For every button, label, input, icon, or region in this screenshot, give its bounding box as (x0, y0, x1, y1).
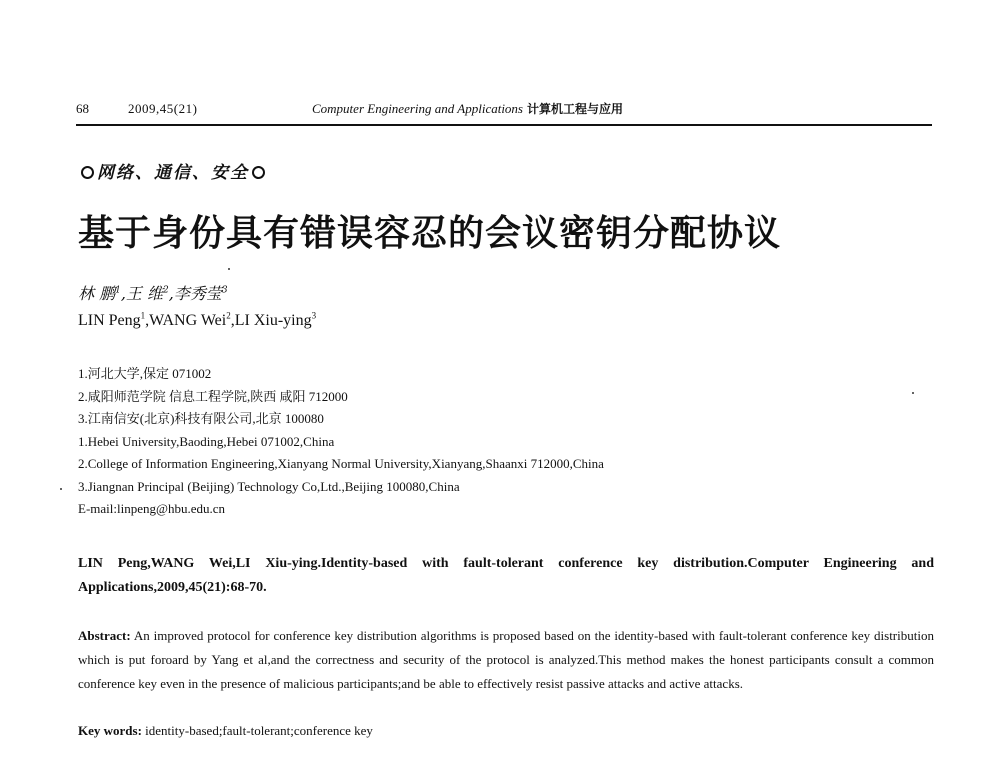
volume-issue: 2009,45(21) (128, 101, 198, 116)
affiliations (78, 363, 938, 521)
scan-speck (60, 488, 62, 490)
author-en-name: LIN Peng (78, 312, 141, 329)
citation: LIN Peng,WANG Wei,LI Xiu-ying.Identity-based with fault-tolerant conference key distribution.Computer Engineering and Applications,2009,45(21):68-70. (78, 556, 934, 595)
email-line: E-mail:linpeng@hbu.edu.cn (78, 501, 225, 516)
journal-name (312, 100, 623, 118)
author-cn-name: 林 鹏 (78, 284, 116, 303)
abstract-label: Abstract: (78, 628, 131, 643)
scan-speck (228, 268, 230, 270)
author-sep: , (230, 312, 235, 329)
journal-name-cn: 计算机工程与应用 (527, 102, 624, 116)
affiliation-line: 1.Hebei University,Baoding,Hebei 071002,China (78, 433, 335, 449)
section-tag-text: 网络、通信、安全 (97, 163, 249, 183)
ring-icon (81, 166, 94, 179)
author-en-sup: 1 (140, 310, 146, 321)
authors-en (78, 310, 316, 332)
author-sep: , (120, 284, 126, 303)
author-en-sup: 3 (311, 310, 317, 321)
author-cn-sup: 2 (163, 285, 169, 296)
keywords (78, 720, 934, 742)
author-en-name: WANG Wei (149, 312, 227, 329)
header-rule (76, 124, 932, 126)
affiliation-line: 2.咸阳师范学院 信息工程学院,陕西 咸阳 712000 (78, 388, 348, 404)
authors-cn (78, 283, 228, 305)
abstract-text: An improved protocol for conference key distribution algorithms is proposed based on the identity-based with fault-tolerant conference key distribution which is put foroard by Yang et al,and the correctness and security of the protocol is analyzed.This method makes the honest participants consult a common conference key even in the presence of malicious participants;and be able to effectively resist passive attacks and active attacks. (78, 628, 934, 691)
keywords-text: identity-based;fault-tolerant;conference key (145, 723, 373, 738)
author-cn-sup: 3 (221, 285, 228, 296)
scan-speck (912, 392, 914, 394)
page-number: 68 (76, 101, 89, 116)
author-sep: , (168, 284, 174, 303)
author-en-sup: 2 (226, 310, 231, 321)
author-cn-name: 李秀莹 (173, 284, 222, 303)
journal-name-en: Computer Engineering and Applications (312, 101, 523, 116)
abstract (78, 624, 934, 696)
affiliation-line: 3.江南信安(北京)科技有限公司,北京 100080 (78, 411, 324, 426)
affiliation-line: 1.河北大学,保定 071002 (78, 366, 212, 381)
keywords-label: Key words: (78, 723, 142, 738)
author-cn-sup: 1 (115, 285, 121, 296)
paper-title: 基于身份具有错误容忍的会议密钥分配协议 (78, 212, 782, 254)
author-en-name: LI Xiu-ying (234, 312, 312, 329)
author-sep: , (145, 312, 150, 329)
section-tag (78, 158, 268, 183)
affiliation-line: 2.College of Information Engineering,Xianyang Normal University,Xianyang,Shaanxi 712000,China (78, 456, 604, 471)
affiliation-line: 3.Jiangnan Principal (Beijing) Technology Co,Ltd.,Beijing 100080,China (78, 478, 460, 494)
author-cn-name: 王 维 (125, 284, 164, 303)
ring-icon (252, 166, 265, 179)
